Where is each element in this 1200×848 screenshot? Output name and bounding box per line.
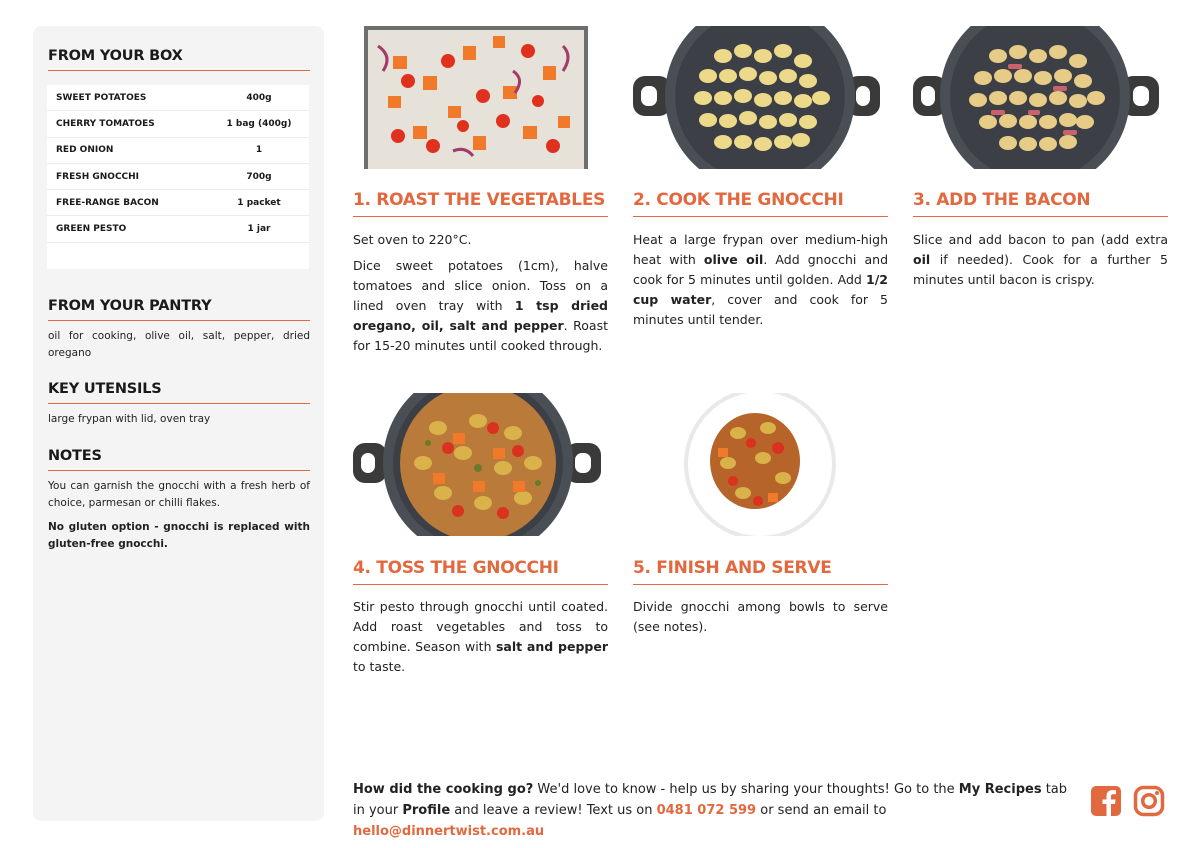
bold-span: 1 tsp dried oregano, oil, salt and pepper — [353, 298, 608, 333]
ingredient-name: RED ONION — [56, 145, 114, 156]
ingredient-name: GREEN PESTO — [56, 224, 127, 235]
ingredient-row — [47, 190, 309, 216]
text-span: Slice and add bacon to pan (add extra — [913, 232, 1168, 247]
text-span: tab in your — [353, 782, 1068, 818]
text-span: to taste. — [353, 659, 406, 674]
key-utensils-heading: KEY UTENSILS — [48, 381, 310, 404]
phone-link[interactable]: 0481 072 599 — [656, 803, 757, 818]
text-span: , cover and cook for 5 minutes until tender. — [633, 292, 888, 327]
my-recipes-label: My Recipes — [958, 782, 1042, 797]
ingredient-row-empty — [47, 243, 309, 269]
footer-question: How did the cooking go? — [353, 782, 534, 797]
text-span: We'd love to know - help us by sharing your thoughts! Go to the — [533, 782, 959, 797]
ingredient-name: SWEET POTATOES — [56, 92, 147, 103]
profile-label: Profile — [402, 803, 451, 818]
text-span: . Roast for 15-20 minutes until cooked through. — [353, 318, 608, 353]
step5-image — [633, 393, 888, 536]
from-your-pantry-heading: FROM YOUR PANTRY — [48, 298, 310, 321]
bold-span: 1/2 cup water — [633, 272, 888, 307]
utensils-text: large frypan with lid, oven tray — [48, 413, 211, 425]
step4-text — [353, 597, 608, 677]
step1-text — [353, 230, 608, 356]
frypan-tossed-gnocchi — [353, 393, 608, 536]
ingredient-qty: 1 — [255, 145, 263, 156]
text-span: Heat a large frypan over medium-high heat with — [633, 232, 888, 267]
step2-image — [633, 26, 888, 169]
ingredient-row — [47, 216, 309, 242]
ingredient-row — [47, 138, 309, 164]
text-span: if needed). Cook for a further 5 minutes until bacon is crispy. — [913, 252, 1168, 287]
ingredient-name: FRESH GNOCCHI — [56, 171, 140, 182]
ingredient-qty: 700g — [246, 171, 272, 182]
notes-text: You can garnish the gnocchi with a fresh herb of choice, parmesan or chilli flakes. — [48, 480, 310, 509]
step5-paragraph: Divide gnocchi among bowls to serve (see notes). — [633, 599, 888, 634]
ingredient-name: CHERRY TOMATOES — [56, 118, 155, 129]
step1-paragraph2 — [353, 256, 608, 356]
email-link[interactable]: hello@dinnertwist.com.au — [353, 824, 545, 839]
step4-image — [353, 393, 608, 536]
notes-gluten-text — [48, 519, 310, 553]
text-span: Stir pesto through gnocchi until coated. Add roast vegetables and toss to combine. Season with — [353, 599, 608, 654]
step3-image — [913, 26, 1168, 169]
text-span: Dice sweet potatoes (1cm), halve tomatoes and slice onion. Toss on a lined oven tray with — [353, 258, 608, 313]
ingredient-row — [47, 164, 309, 190]
step3-paragraph — [913, 230, 1168, 290]
instagram-icon[interactable] — [1133, 785, 1165, 817]
ingredient-qty: 1 bag (400g) — [226, 118, 292, 129]
ingredients-sidebar — [33, 26, 324, 821]
step5-title: 5. FINISH AND SERVE — [633, 558, 888, 585]
step1-title: 1. ROAST THE VEGETABLES — [353, 190, 608, 217]
notes-gluten-bold: No gluten option - gnocchi is replaced with gluten-free gnocchi. — [48, 521, 310, 550]
step2-text — [633, 230, 888, 330]
frypan-gnocchi-bacon — [913, 26, 1168, 169]
step3-text — [913, 230, 1168, 290]
step1-image — [353, 26, 608, 169]
ingredient-name: FREE-RANGE BACON — [56, 197, 159, 208]
text-span: or send an email to — [756, 803, 887, 818]
pantry-text: oil for cooking, olive oil, salt, pepper, dried oregano — [48, 330, 310, 359]
step1-paragraph1: Set oven to 220°C. — [353, 232, 472, 247]
feedback-footer — [353, 779, 1078, 842]
ingredient-qty: 1 packet — [237, 197, 281, 208]
ingredient-qty: 1 jar — [247, 224, 271, 235]
step4-title: 4. TOSS THE GNOCCHI — [353, 558, 608, 585]
step4-paragraph — [353, 597, 608, 677]
step3-title: 3. ADD THE BACON — [913, 190, 1168, 217]
facebook-icon[interactable] — [1090, 785, 1122, 817]
text-span: . Add gnocchi and cook for 5 minutes until golden. Add — [633, 252, 888, 287]
ingredient-row — [47, 85, 309, 111]
ingredient-row — [47, 111, 309, 137]
notes-heading: NOTES — [48, 448, 310, 471]
from-your-box-heading: FROM YOUR BOX — [48, 48, 310, 71]
oven-tray-vegetables — [353, 26, 608, 169]
bold-span: salt and pepper — [495, 639, 608, 654]
step5-text — [633, 597, 888, 637]
bowl-gnocchi — [633, 393, 888, 536]
text-span: and leave a review! Text us on — [450, 803, 657, 818]
step2-paragraph — [633, 230, 888, 330]
ingredient-qty: 400g — [246, 92, 272, 103]
ingredients-table — [47, 85, 309, 269]
frypan-gnocchi — [633, 26, 888, 169]
step2-title: 2. COOK THE GNOCCHI — [633, 190, 888, 217]
bold-span: oil — [913, 252, 931, 267]
bold-span: olive oil — [703, 252, 764, 267]
